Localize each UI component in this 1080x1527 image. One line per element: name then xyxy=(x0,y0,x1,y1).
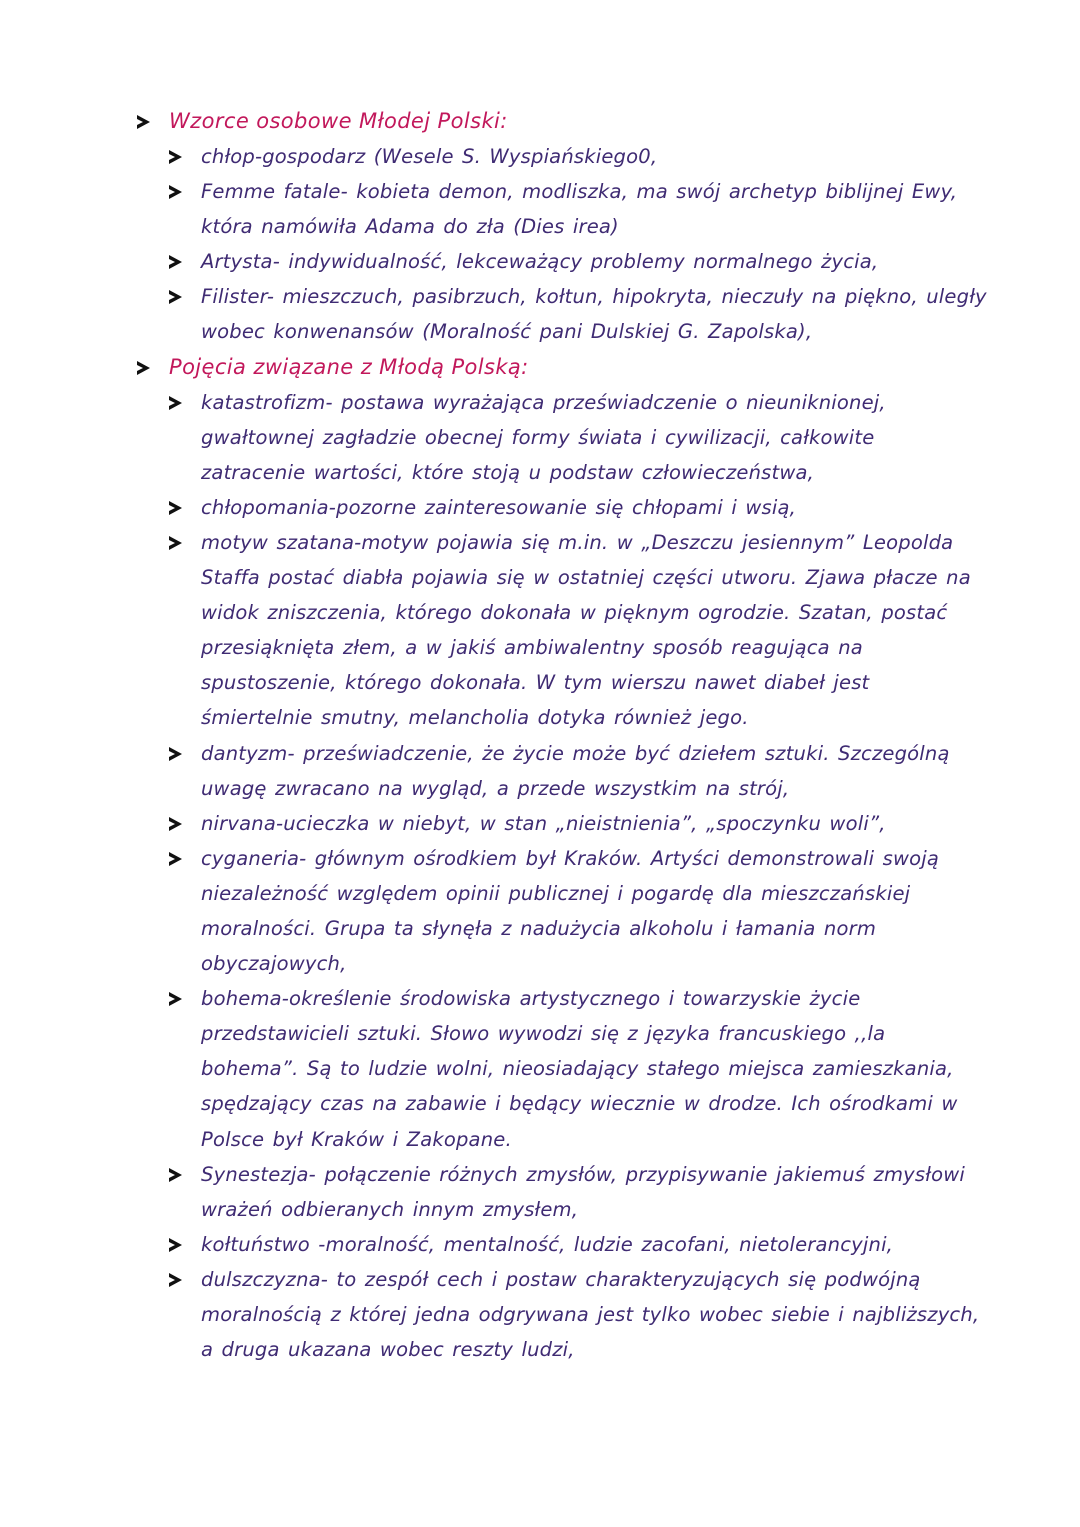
arrow-bullet-icon xyxy=(169,501,182,515)
list-item-text: Synestezja- połączenie różnych zmysłów, przypisywanie jakiemuś zmysłowi wrażeń odbieranych innym zmysłem, xyxy=(201,1162,965,1221)
sub-list xyxy=(137,385,987,1368)
section-list xyxy=(137,104,987,1367)
list-item xyxy=(137,490,987,525)
arrow-bullet-icon xyxy=(169,396,182,410)
list-item xyxy=(137,841,987,981)
list-item xyxy=(137,244,987,279)
section-heading: Pojęcia związane z Młodą Polską: xyxy=(169,354,529,379)
list-item xyxy=(137,279,987,349)
list-item-text: katastrofizm- postawa wyrażająca przeświadczenie o nieuniknionej, gwałtownej zagładzie obecnej formy świata i cywilizacji, całkowite zatracenie wartości, które stoją u podstaw człowieczeństwa, xyxy=(201,390,886,484)
arrow-bullet-icon xyxy=(169,992,182,1006)
arrow-bullet-icon xyxy=(169,255,182,269)
arrow-bullet-icon xyxy=(169,1238,182,1252)
arrow-bullet-icon xyxy=(169,185,182,199)
section-concepts xyxy=(137,350,987,1368)
list-item-text: kołtuństwo -moralność, mentalność, ludzie zacofani, nietolerancyjni, xyxy=(201,1232,894,1256)
list-item-text: dantyzm- przeświadczenie, że życie może być dziełem sztuki. Szczególną uwagę zwracano na wygląd, a przede wszystkim na strój, xyxy=(201,741,950,800)
list-item xyxy=(137,806,987,841)
arrow-bullet-icon xyxy=(169,817,182,831)
arrow-bullet-icon xyxy=(169,536,182,550)
list-item-text: Artysta- indywidualność, lekceważący problemy normalnego życia, xyxy=(201,250,879,274)
list-item xyxy=(137,981,987,1156)
list-item xyxy=(137,174,987,244)
arrow-bullet-icon xyxy=(169,1273,182,1287)
list-item-text: chłop-gospodarz (Wesele S. Wyspiańskiego0, xyxy=(201,145,658,168)
list-item-text: Femme fatale- kobieta demon, modliszka, ma swój archetyp biblijnej Ewy, która namówiła Adama do zła (Dies irea) xyxy=(201,180,958,239)
arrow-bullet-icon xyxy=(137,361,150,375)
list-item-text: chłopomania-pozorne zainteresowanie się chłopami i wsią, xyxy=(201,495,797,519)
arrow-bullet-icon xyxy=(169,852,182,866)
list-item-text: Filister- mieszczuch, pasibrzuch, kołtun, hipokryta, nieczuły na piękno, uległy wobec konwenansów (Moralność pani Dulskiej G. Zapolska), xyxy=(201,285,987,344)
notes-content xyxy=(137,104,987,1367)
arrow-bullet-icon xyxy=(169,150,182,164)
list-item-text: nirvana-ucieczka w niebyt, w stan „nieistnienia”, „spoczynku woli”, xyxy=(201,811,886,835)
list-item-text: bohema-określenie środowiska artystycznego i towarzyskie życie przedstawicieli sztuki. Słowo wywodzi się z języka francuskiego ,,la bohema”. Są to ludzie wolni, nieosiadający stałego miejsca zamieszkania, spędzający czas na zabawie i będący wiecznie w drodze. Ich ośrodkami w Polsce był Kraków i Zakopane. xyxy=(201,987,958,1151)
list-item xyxy=(137,525,987,736)
sub-list xyxy=(137,139,987,350)
list-item xyxy=(137,385,987,490)
list-item xyxy=(137,1157,987,1227)
arrow-bullet-icon xyxy=(137,115,150,129)
section-personal-models xyxy=(137,104,987,350)
list-item xyxy=(137,139,987,174)
list-item xyxy=(137,1227,987,1262)
list-item-text: cyganeria- głównym ośrodkiem był Kraków. Artyści demonstrowali swoją niezależność względem opinii publicznej i pogardę dla mieszczańskiej moralności. Grupa ta słynęła z nadużycia alkoholu i łamania norm obyczajowych, xyxy=(201,846,940,976)
section-heading: Wzorce osobowe Młodej Polski: xyxy=(169,109,508,133)
list-item xyxy=(137,1262,987,1367)
arrow-bullet-icon xyxy=(169,290,182,304)
list-item xyxy=(137,736,987,806)
list-item-text: motyw szatana-motyw pojawia się m.in. w „Deszczu jesiennym” Leopolda Staffa postać diabła pojawia się w ostatniej części utworu. Zjawa płacze na widok zniszczenia, którego dokonała w pięknym ogrodzie. Szatan, postać przesiąknięta złem, a w jakiś ambiwalentny sposób reagująca na spustoszenie, którego dokonała. W tym wierszu nawet diabeł jest śmiertelnie smutny, melancholia dotyka również jego. xyxy=(201,530,971,730)
arrow-bullet-icon xyxy=(169,747,182,761)
arrow-bullet-icon xyxy=(169,1168,182,1182)
list-item-text: dulszczyzna- to zespół cech i postaw charakteryzujących się podwójną moralnością z której jedna odgrywana jest tylko wobec siebie i najbliższych, a druga ukazana wobec reszty ludzi, xyxy=(201,1267,980,1362)
